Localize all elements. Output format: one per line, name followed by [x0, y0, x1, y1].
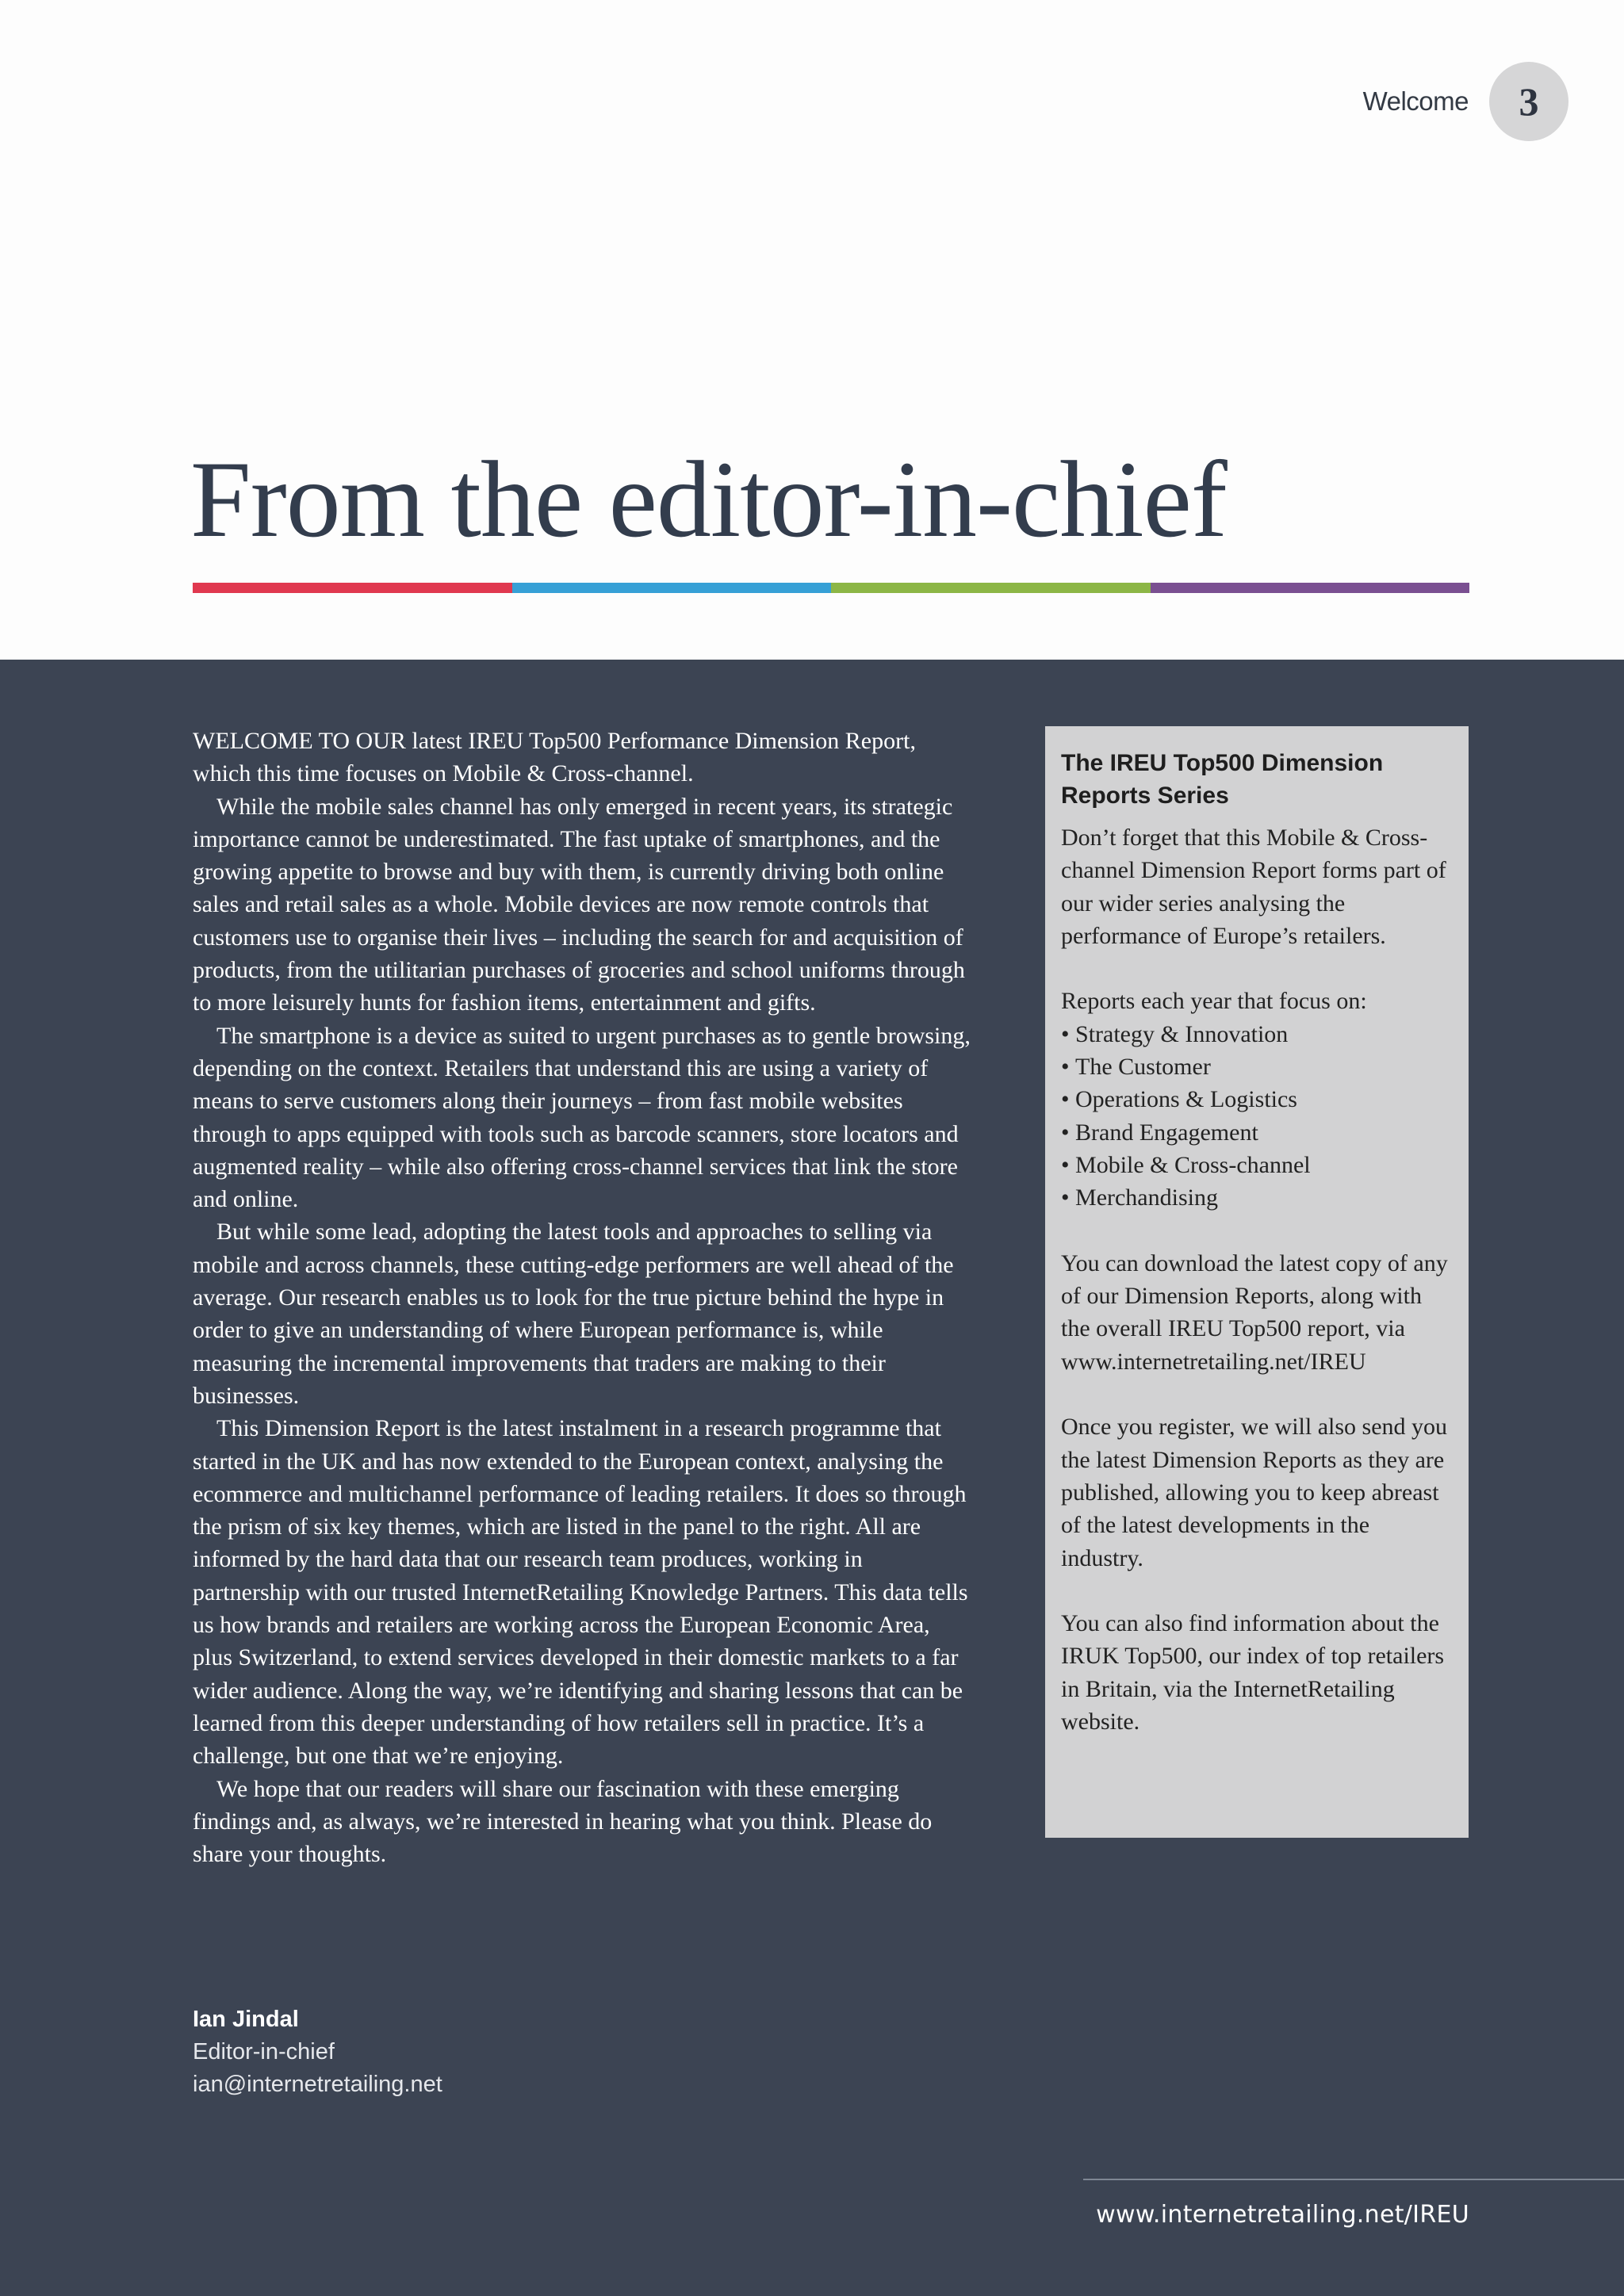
sidebar-panel: [1045, 726, 1469, 1838]
list-item: • Operations & Logistics: [1061, 1083, 1454, 1115]
rule-segment-blue: [512, 583, 832, 593]
list-item: • The Customer: [1061, 1050, 1454, 1083]
sidebar-download-text: You can download the latest copy of any of our Dimension Reports, along with the overall IREU Top500 report, via www.internetretailing.net/IREU: [1061, 1249, 1448, 1375]
list-item: • Brand Engagement: [1061, 1116, 1454, 1149]
article-paragraph: This Dimension Report is the latest instalment in a research programme that started in the UK and has now extended to the European context, analysing the ecommerce and multichannel performance of leading retailers. It does so through the prism of six key themes, which are listed in the panel to the right. All are informed by the hard data that our research team produces, working in partnership with our trusted InternetRetailing Knowledge Partners. This data tells us how brands and retailers are working across the European Economic Area, plus Switzerland, to extend services developed in their domestic markets to a far wider audience. Along the way, we’re identifying and sharing lessons that can be learned from this deeper understanding of how retailers sell in practice. It’s a challenge, but one that we’re enjoying.: [193, 1415, 968, 1770]
footer-divider: [1083, 2179, 1624, 2180]
article-paragraph: But while some lead, adopting the latest tools and approaches to selling via mobile and across channels, these cutting-edge performers are well ahead of the average. Our research enables us to look for the true picture behind the hype in order to give an understanding of where European performance is, while measuring the incremental improvements that traders are making to their businesses.: [193, 1219, 954, 1409]
list-item: • Merchandising: [1061, 1181, 1454, 1214]
title-color-rule: [193, 583, 1469, 593]
sidebar-list-intro: Reports each year that focus on:: [1061, 988, 1367, 1015]
article-paragraph: WELCOME TO OUR latest IREU Top500 Performance Dimension Report, which this time focuses on Mobile & Cross-channel.: [193, 728, 916, 787]
report-themes-list: [1061, 1018, 1454, 1215]
list-item: • Mobile & Cross-channel: [1061, 1149, 1454, 1181]
page-title: From the editor-in-chief: [190, 438, 1227, 560]
rule-segment-green: [831, 583, 1151, 593]
spacer: [1061, 1378, 1454, 1410]
author-name: Ian Jindal: [193, 2007, 299, 2032]
sidebar-iruk-text: You can also find information about the IRUK Top500, our index of top retailers in Britain, via the InternetRetailing website.: [1061, 1610, 1445, 1735]
spacer: [1061, 1215, 1454, 1247]
spacer: [1061, 952, 1454, 985]
footer-url-link[interactable]: www.internetretailing.net/IREU: [1096, 2201, 1469, 2229]
author-email-link[interactable]: ian@internetretailing.net: [193, 2072, 442, 2097]
sidebar-body: [1061, 821, 1454, 1738]
spacer: [1061, 1575, 1454, 1607]
rule-segment-red: [193, 583, 512, 593]
section-label: Welcome: [1362, 86, 1469, 116]
article-paragraph: While the mobile sales channel has only emerged in recent years, its strategic importance cannot be underestimated. The fast uptake of smartphones, and the growing appetite to browse and buy with them, is currently driving both online sales and retail sales as a whole. Mobile devices are now remote controls that customers use to organise their lives – including the search for and acquisition of products, from the utilitarian purchases of groceries and school uniforms through to more leisurely hunts for fashion items, entertainment and gifts.: [193, 793, 965, 1016]
page-number-badge: 3: [1489, 62, 1568, 141]
article-paragraph: We hope that our readers will share our fascination with these emerging findings and, as always, we’re interested in hearing what you think. Please do share your thoughts.: [193, 1775, 933, 1868]
author-role: Editor-in-chief: [193, 2039, 335, 2064]
article-paragraph: The smartphone is a device as suited to urgent purchases as to gentle browsing, depending on the context. Retailers that understand this are using a variety of means to serve customers along their journeys – from fast mobile websites through to apps equipped with tools such as barcode scanners, store locators and augmented reality – while also offering cross-channel services that link the store and online.: [193, 1022, 971, 1213]
sidebar-intro: Don’t forget that this Mobile & Cross-channel Dimension Report forms part of our wider series analysing the performance of Europe’s retailers.: [1061, 825, 1446, 949]
page-header: [1363, 62, 1568, 141]
list-item: • Strategy & Innovation: [1061, 1018, 1454, 1050]
article-body: [193, 725, 974, 1870]
rule-segment-purple: [1151, 583, 1470, 593]
signature-block: [193, 2003, 442, 2101]
sidebar-title: The IREU Top500 Dimension Reports Series: [1061, 750, 1384, 809]
sidebar-register-text: Once you register, we will also send you the latest Dimension Reports as they are published, allowing you to keep abreast of the latest developments in the industry.: [1061, 1414, 1448, 1571]
